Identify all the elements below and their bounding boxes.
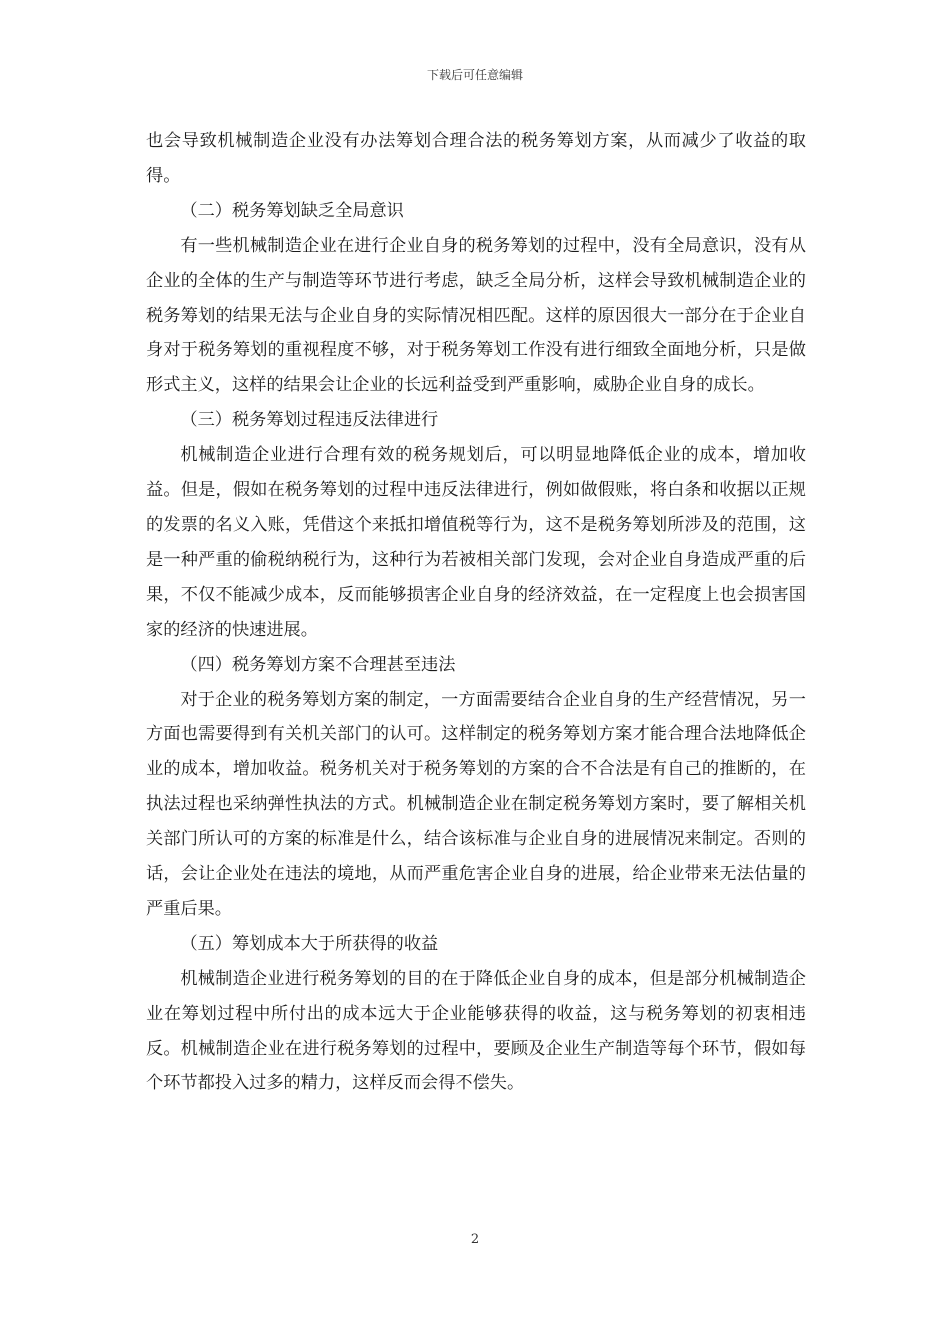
page-number: 2	[470, 1232, 480, 1247]
paragraph-section-2: 有一些机械制造企业在进行企业自身的税务筹划的过程中，没有全局意识，没有从企业的全体的生产与制造等环节进行考虑，缺乏全局分析，这样会导致机械制造企业的税务筹划的结果无法与企业自身的实际情况相匹配。这样的原因很大一部分在于企业自身对于税务筹划的重视程度不够，对于税务筹划工作没有进行细致全面地分析，只是做形式主义，这样的结果会让企业的长远利益受到严重影响，威胁企业自身的成长。	[146, 235, 806, 396]
section-heading-2: （二）税务筹划缺乏全局意识	[180, 200, 404, 221]
paragraph-section-3: 机械制造企业进行合理有效的税务规划后，可以明显地降低企业的成本，增加收益。但是，假如在税务筹划的过程中违反法律进行，例如做假账，将白条和收据以正规的发票的名义入账，凭借这个来抵扣增值税等行为，这不是税务筹划所涉及的范围，这是一种严重的偷税纳税行为，这种行为若被相关部门发现，会对企业自身造成严重的后果，不仅不能减少成本，反而能够损害企业自身的经济效益，在一定程度上也会损害国家的经济的快速进展。	[146, 445, 806, 640]
section-heading-4: （四）税务筹划方案不合理甚至违法	[180, 654, 456, 675]
paragraph-section-5: 机械制造企业进行税务筹划的目的在于降低企业自身的成本，但是部分机械制造企业在筹划过程中所付出的成本远大于企业能够获得的收益，这与税务筹划的初衷相违反。机械制造企业在进行税务筹划的过程中，要顾及企业生产制造等每个环节，假如每个环节都投入过多的精力，这样反而会得不偿失。	[146, 968, 806, 1094]
section-heading-5: （五）筹划成本大于所获得的收益	[180, 933, 439, 954]
section-heading-3: （三）税务筹划过程违反法律进行	[180, 410, 439, 431]
page-header: 下载后可任意编辑	[426, 68, 523, 82]
paragraph-continuation: 也会导致机械制造企业没有办法筹划合理合法的税务筹划方案，从而减少了收益的取得。	[146, 131, 806, 186]
paragraph-section-4: 对于企业的税务筹划方案的制定，一方面需要结合企业自身的生产经营情况，另一方面也需要得到有关机关部门的认可。这样制定的税务筹划方案才能合理合法地降低企业的成本，增加收益。税务机关对于税务筹划的方案的合不合法是有自己的推断的，在执法过程也采纳弹性执法的方式。机械制造企业在制定税务筹划方案时，要了解相关机关部门所认可的方案的标准是什么，结合该标准与企业自身的进展情况来制定。否则的话，会让企业处在违法的境地，从而严重危害企业自身的进展，给企业带来无法估量的严重后果。	[146, 689, 806, 919]
document-body	[146, 124, 806, 1101]
